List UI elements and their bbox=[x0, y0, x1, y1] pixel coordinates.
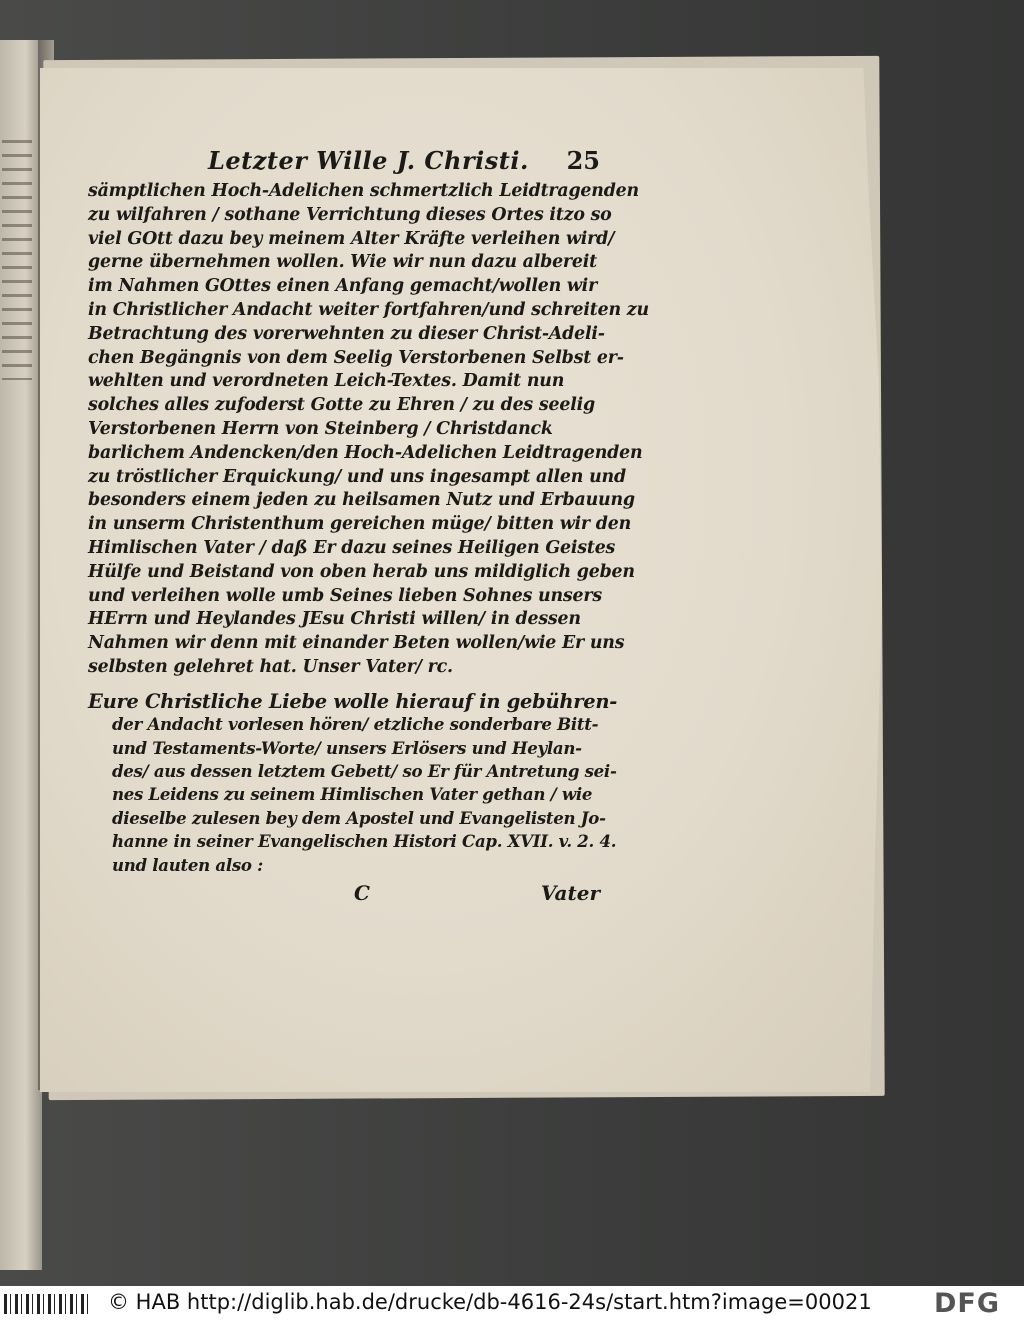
text-line: im Nahmen GOttes einen Anfang gemacht/wollen wir bbox=[88, 276, 598, 297]
text-line: zu tröstlicher Erquickung/ und uns ingesampt allen und bbox=[88, 466, 626, 487]
instruction-line: dieselbe zulesen bey dem Apostel und Evangelisten Jo- bbox=[112, 807, 606, 828]
instruction-line: und lauten also : bbox=[112, 854, 263, 875]
page-foot bbox=[88, 880, 600, 911]
page-text-block bbox=[88, 146, 649, 911]
instruction-line: des/ aus dessen letztem Gebett/ so Er für Antretung sei- bbox=[112, 760, 617, 781]
text-line: selbsten gelehret hat. Unser Vater/ rc. bbox=[88, 656, 453, 677]
dfg-logo: DFG bbox=[934, 1288, 1001, 1319]
text-line: in Christlicher Andacht weiter fortfahren/und schreiten zu bbox=[88, 299, 649, 320]
text-line: besonders einem jeden zu heilsamen Nutz und Erbauung bbox=[88, 490, 635, 511]
viewer-footer bbox=[0, 1286, 1024, 1320]
text-line: und verleihen wolle umb Seines lieben Sohnes unsers bbox=[88, 585, 602, 606]
text-line: Hülfe und Beistand von oben herab uns mildiglich geben bbox=[88, 561, 635, 582]
instruction-line: der Andacht vorlesen hören/ etzliche sonderbare Bitt- bbox=[112, 714, 599, 735]
text-line: Himlischen Vater / daß Er dazu seines Heiligen Geistes bbox=[88, 537, 616, 558]
text-line: Nahmen wir denn mit einander Beten wollen/wie Er uns bbox=[88, 633, 625, 654]
text-line: Verstorbenen Herrn von Steinberg / Christdanck bbox=[88, 418, 553, 439]
text-line: chen Begängnis von dem Seelig Verstorbenen Selbst er- bbox=[88, 347, 624, 368]
page-number: 25 bbox=[566, 146, 600, 175]
running-head bbox=[88, 146, 600, 180]
text-line: wehlten und verordneten Leich-Textes. Damit nun bbox=[88, 371, 565, 392]
facing-page-edge bbox=[0, 40, 42, 1270]
instruction-line: nes Leidens zu seinem Himlischen Vater gethan / wie bbox=[112, 784, 593, 805]
text-line: in unserm Christenthum gereichen müge/ bitten wir den bbox=[88, 514, 632, 535]
text-line: viel GOtt dazu bey meinem Alter Kräfte verleihen wird/ bbox=[88, 228, 615, 249]
catchword: Vater bbox=[540, 880, 600, 905]
text-line: gerne übernehmen wollen. Wie wir nun dazu albereit bbox=[88, 252, 597, 273]
text-line: zu wilfahren / sothane Verrichtung dieses Ortes itzo so bbox=[88, 204, 612, 225]
text-line: solches alles zufoderst Gotte zu Ehren / zu des seelig bbox=[88, 395, 595, 416]
copyright-link[interactable]: © HAB http://diglib.hab.de/drucke/db-4616-24s/start.htm?image=00021 bbox=[108, 1290, 872, 1314]
instruction-paragraph bbox=[88, 689, 618, 877]
running-head-title: Letzter Wille J. Christi. bbox=[208, 146, 529, 175]
signature-mark: C bbox=[354, 880, 370, 905]
instruction-line: und Testaments-Worte/ unsers Erlösers und Heylan- bbox=[112, 737, 582, 758]
text-line: sämptlichen Hoch-Adelichen schmertzlich Leidtragenden bbox=[88, 181, 639, 201]
body-text bbox=[88, 180, 649, 680]
text-line: HErrn und Heylandes JEsu Christi willen/ in dessen bbox=[88, 609, 581, 630]
barcode-icon bbox=[4, 1294, 92, 1314]
instruction-line: hanne in seiner Evangelischen Histori Cap. XVII. v. 2. 4. bbox=[112, 831, 617, 852]
facing-page-text-remnants bbox=[2, 140, 32, 380]
text-line: Betrachtung des vorerwehnten zu dieser Christ-Adeli- bbox=[88, 323, 605, 344]
instruction-line: Eure Christliche Liebe wolle hierauf in gebühren- bbox=[88, 689, 618, 713]
text-line: barlichem Andencken/den Hoch-Adelichen Leidtragenden bbox=[88, 442, 643, 463]
